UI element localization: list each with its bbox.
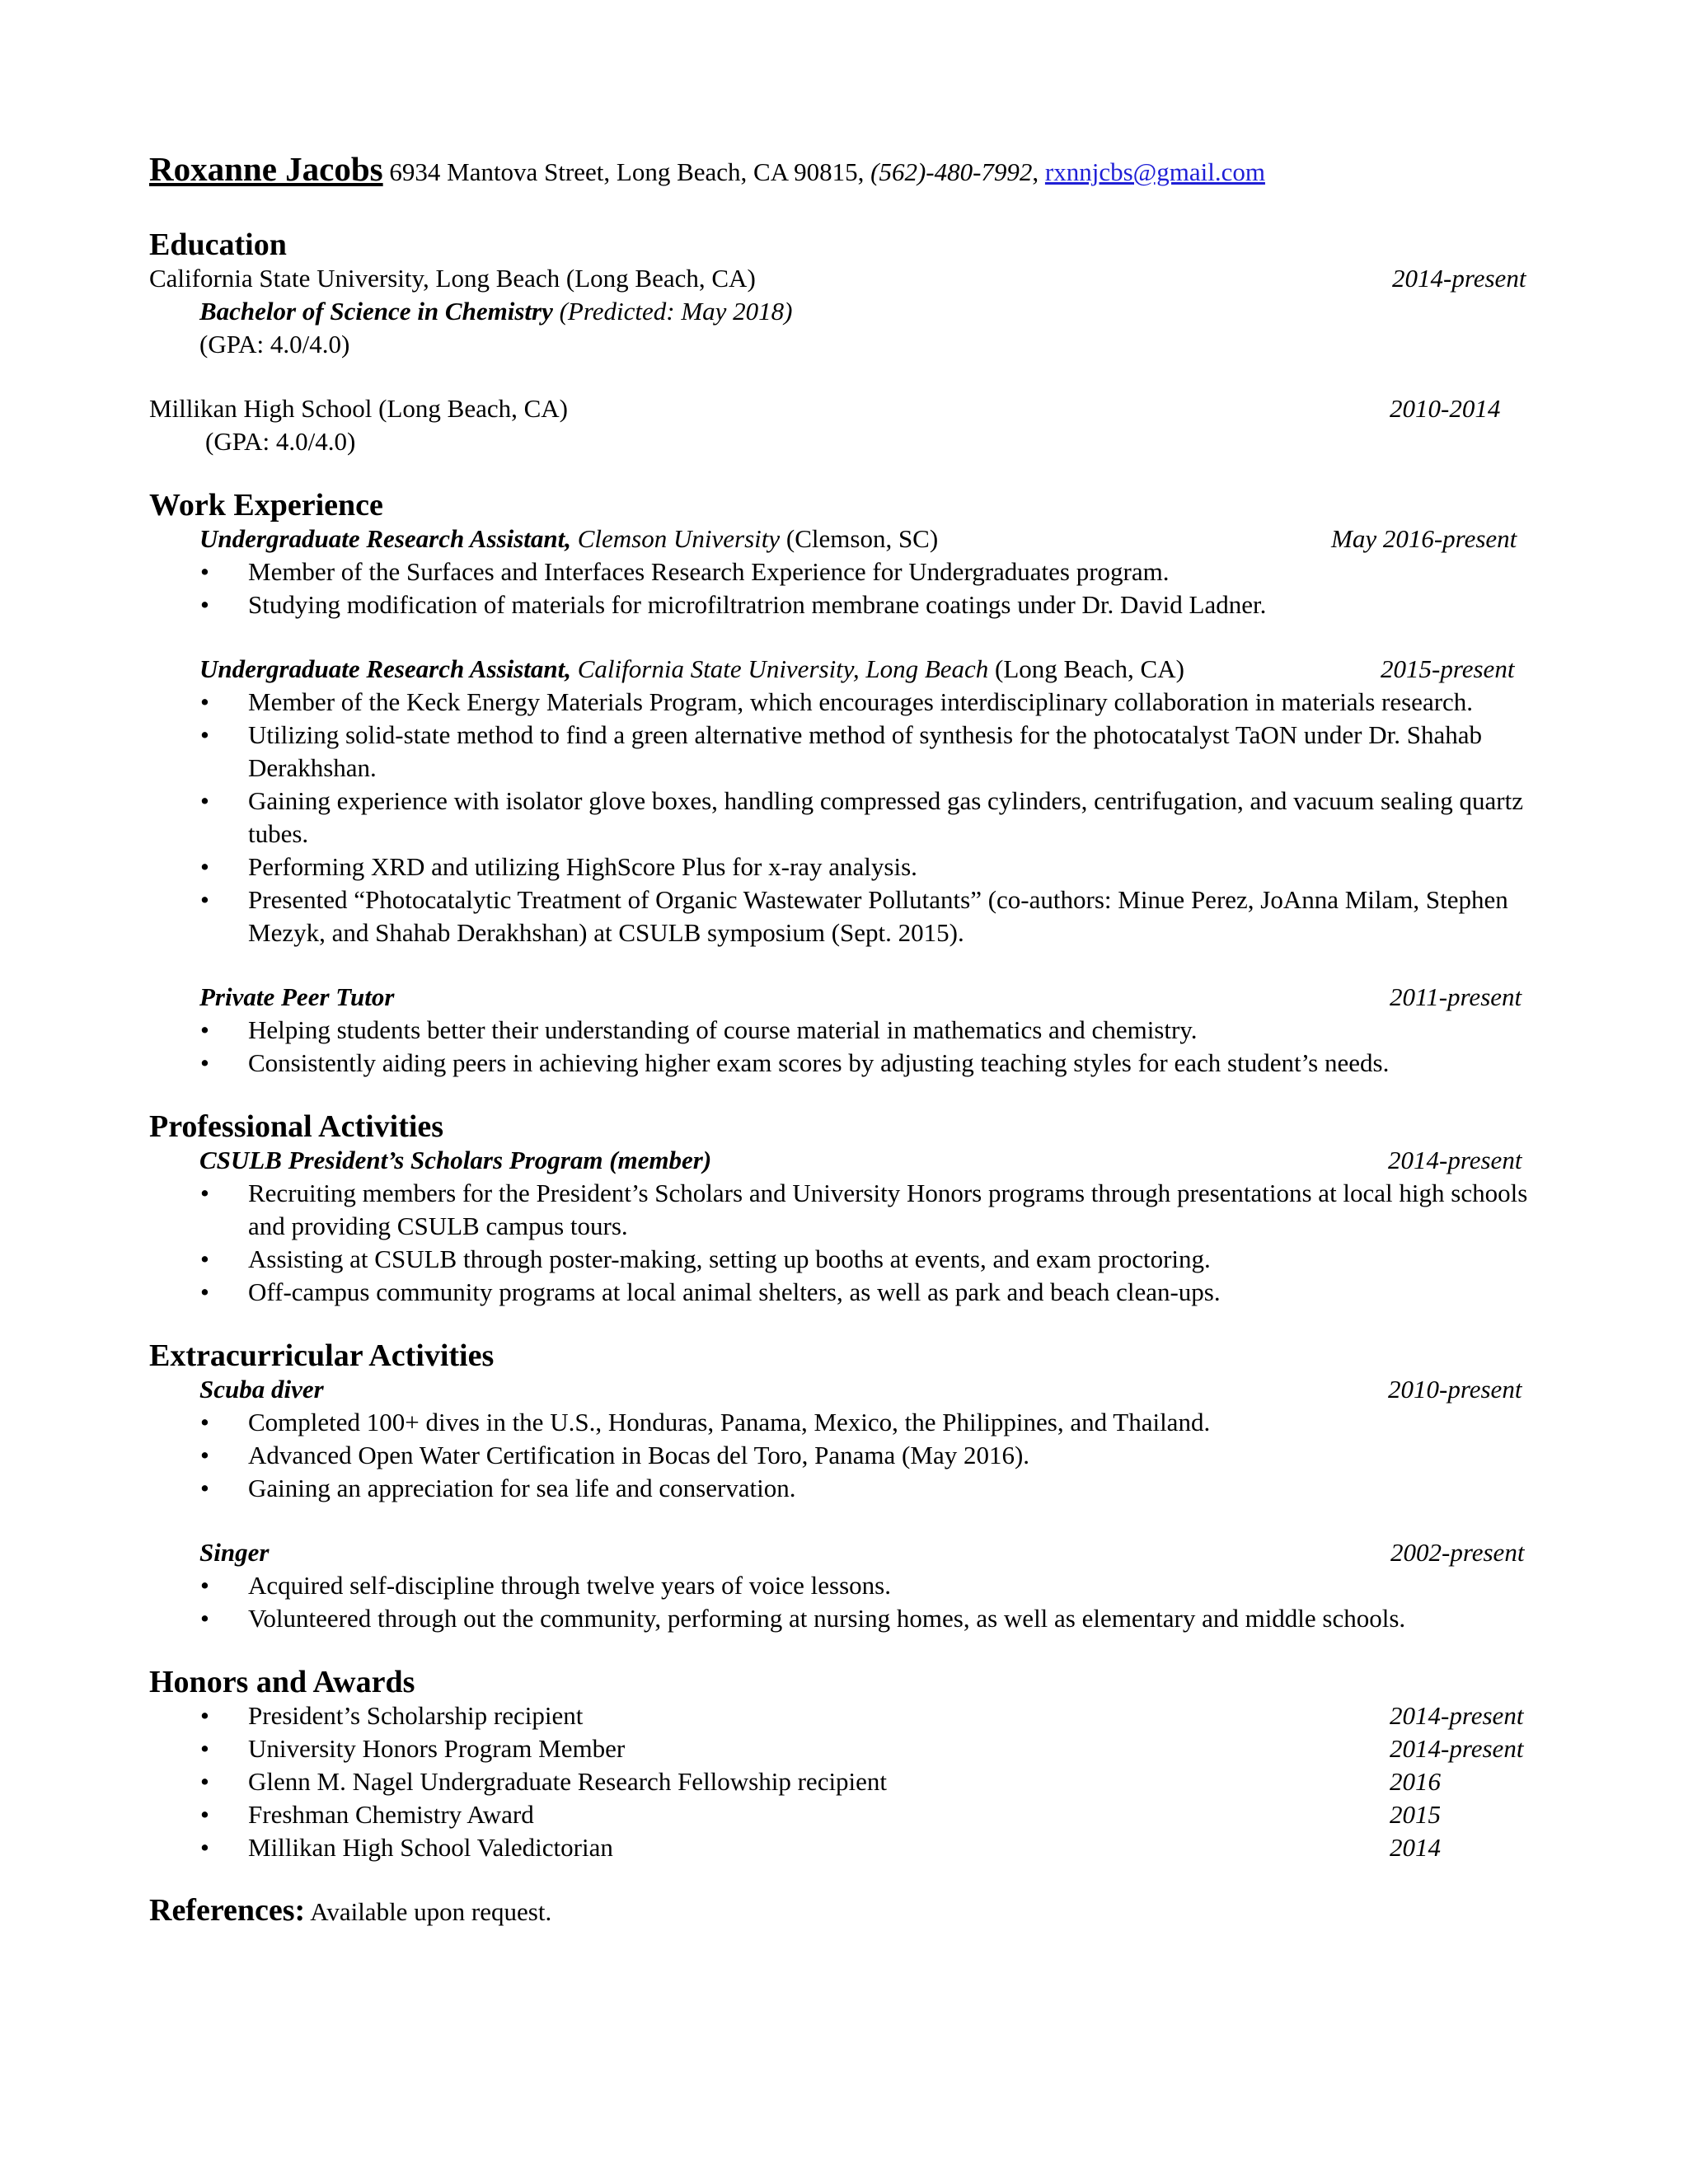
bullet-icon: • (200, 1767, 209, 1796)
bullet-icon: • (200, 1800, 209, 1829)
list-item: • Acquired self-discipline through twelve years of voice lessons. (149, 1569, 1550, 1602)
job-org: Clemson University (577, 524, 781, 553)
activity-title-row (149, 1536, 1550, 1569)
candidate-name: Roxanne Jacobs (149, 150, 383, 188)
references-text: Available upon request. (310, 1897, 552, 1926)
gpa: (GPA: 4.0/4.0) (205, 427, 356, 456)
bullet-icon: • (200, 1277, 209, 1306)
list-item: • Millikan High School Valedictorian 2014 (149, 1831, 1550, 1864)
activity-bullets (149, 1569, 1550, 1635)
date-range: 2015-present (1381, 654, 1515, 683)
section-title-professional: Professional Activities (149, 1109, 444, 1144)
bullet-icon: • (200, 1179, 209, 1207)
job-bullets (149, 555, 1550, 621)
date-range: 2010-present (1388, 1375, 1522, 1404)
phone: (562)-480-7992 (870, 157, 1033, 186)
bullet-icon: • (200, 687, 209, 716)
section-title-education: Education (149, 227, 287, 262)
resume-header (149, 148, 1550, 193)
list-item: • Gaining experience with isolator glove boxes, handling compressed gas cylinders, centrifugation, and vacuum sealing quartz tubes. (200, 786, 1523, 848)
list-item: • Presented “Photocatalytic Treatment of Organic Wastewater Pollutants” (co-authors: Minue Perez, JoAnna Milam, Stephen Mezyk, and Shahab Derakhshan) at CSULB symposium (Sept. 2015). (200, 885, 1508, 947)
predicted-date: (Predicted: May 2018) (559, 297, 793, 326)
job-title-row (149, 523, 1550, 555)
list-item: • President’s Scholarship recipient 2014-present (149, 1699, 1550, 1732)
job-org: California State University, Long Beach (577, 654, 989, 683)
education-entry-hs (149, 392, 1550, 425)
bullet-icon: • (200, 1604, 209, 1633)
bullet-icon: • (200, 1441, 209, 1469)
resume-page (149, 148, 1550, 1929)
activity-role: CSULB President’s Scholars Program (member) (199, 1146, 712, 1174)
phone-comma: , (1032, 157, 1039, 186)
degree-line (149, 295, 1550, 328)
activity-bullets (149, 1177, 1550, 1309)
bullet-icon: • (200, 786, 209, 815)
degree: Bachelor of Science in Chemistry (199, 297, 553, 326)
section-title-honors: Honors and Awards (149, 1665, 415, 1699)
activity-role: Singer (199, 1538, 270, 1567)
job-title-row (149, 981, 1550, 1014)
bullet-icon: • (200, 1734, 209, 1763)
bullet-icon: • (200, 852, 209, 881)
job-title-row (149, 653, 1550, 686)
date-range: 2010-2014 (1390, 394, 1501, 423)
list-item: • Gaining an appreciation for sea life and conservation. (149, 1472, 1550, 1505)
date-range: 2016 (1390, 1767, 1441, 1796)
list-item: • Glenn M. Nagel Undergraduate Research Fellowship recipient 2016 (149, 1765, 1550, 1798)
job-location: (Long Beach, CA) (995, 654, 1184, 683)
school-name: California State University, Long Beach (Long Beach, CA) (149, 264, 756, 293)
bullet-icon: • (200, 1571, 209, 1600)
list-item: • Member of the Surfaces and Interfaces Research Experience for Undergraduates program. (149, 555, 1550, 588)
job-bullets (149, 686, 1550, 949)
list-item: • Consistently aiding peers in achieving higher exam scores by adjusting teaching styles for each student’s needs. (149, 1047, 1550, 1080)
list-item: • Advanced Open Water Certification in Bocas del Toro, Panama (May 2016). (149, 1439, 1550, 1472)
list-item: • Recruiting members for the President’s Scholars and University Honors programs through presentations at local high schools and providing CSULB campus tours. (200, 1179, 1528, 1240)
bullet-icon: • (200, 1048, 209, 1077)
activity-bullets (149, 1406, 1550, 1505)
job-role: Undergraduate Research Assistant, (199, 654, 571, 683)
honors-list (149, 1699, 1550, 1864)
date-range: May 2016-present (1331, 524, 1517, 553)
education-entry-csulb (149, 262, 1550, 295)
date-range: 2014-present (1392, 264, 1526, 293)
job-role: Private Peer Tutor (199, 982, 395, 1011)
date-range: 2014-present (1390, 1734, 1524, 1763)
list-item: • Off-campus community programs at local animal shelters, as well as park and beach clean-ups. (149, 1276, 1550, 1309)
job-location: (Clemson, SC) (785, 524, 939, 553)
bullet-icon: • (200, 1015, 209, 1044)
bullet-icon: • (200, 557, 209, 586)
list-item: • Utilizing solid-state method to find a green alternative method of synthesis for the photocatalyst TaON under Dr. Shahab Derakhshan. (200, 720, 1482, 782)
list-item: • Helping students better their understanding of course material in mathematics and chemistry. (149, 1014, 1550, 1047)
address: 6934 Mantova Street, Long Beach, CA 90815, (389, 157, 865, 186)
bullet-icon: • (200, 1833, 209, 1862)
date-range: 2002-present (1390, 1538, 1525, 1567)
section-title-work: Work Experience (149, 488, 383, 523)
job-bullets (149, 1014, 1550, 1080)
list-item: • Volunteered through out the community, performing at nursing homes, as well as elementary and middle schools. (149, 1602, 1550, 1635)
section-title-extracurricular: Extracurricular Activities (149, 1338, 495, 1373)
list-item: • Performing XRD and utilizing HighScore Plus for x-ray analysis. (149, 851, 1550, 883)
activity-title-row (149, 1373, 1550, 1406)
gpa: (GPA: 4.0/4.0) (199, 330, 350, 359)
list-item: • Freshman Chemistry Award 2015 (149, 1798, 1550, 1831)
list-item: • University Honors Program Member 2014-present (149, 1732, 1550, 1765)
references-label: References: (149, 1893, 306, 1928)
bullet-icon: • (200, 1244, 209, 1273)
date-range: 2015 (1390, 1800, 1441, 1829)
references (149, 1894, 1550, 1929)
bullet-icon: • (200, 1474, 209, 1502)
bullet-icon: • (200, 1408, 209, 1436)
list-item: • Completed 100+ dives in the U.S., Honduras, Panama, Mexico, the Philippines, and Thailand. (149, 1406, 1550, 1439)
school-name: Millikan High School (Long Beach, CA) (149, 394, 568, 423)
bullet-icon: • (200, 1701, 209, 1730)
date-range: 2014-present (1388, 1146, 1522, 1174)
activity-title-row (149, 1144, 1550, 1177)
activity-role: Scuba diver (199, 1375, 324, 1404)
bullet-icon: • (200, 720, 209, 749)
job-role: Undergraduate Research Assistant, (199, 524, 571, 553)
bullet-icon: • (200, 590, 209, 619)
list-item: • Studying modification of materials for microfiltratrion membrane coatings under Dr. David Ladner. (149, 588, 1550, 621)
date-range: 2014 (1390, 1833, 1441, 1862)
date-range: 2011-present (1390, 982, 1522, 1011)
list-item: • Assisting at CSULB through poster-making, setting up booths at events, and exam proctoring. (149, 1243, 1550, 1276)
email-link[interactable]: rxnnjcbs@gmail.com (1044, 157, 1265, 186)
list-item: • Member of the Keck Energy Materials Program, which encourages interdisciplinary collaboration in materials research. (149, 686, 1550, 719)
bullet-icon: • (200, 885, 209, 914)
date-range: 2014-present (1390, 1701, 1524, 1730)
